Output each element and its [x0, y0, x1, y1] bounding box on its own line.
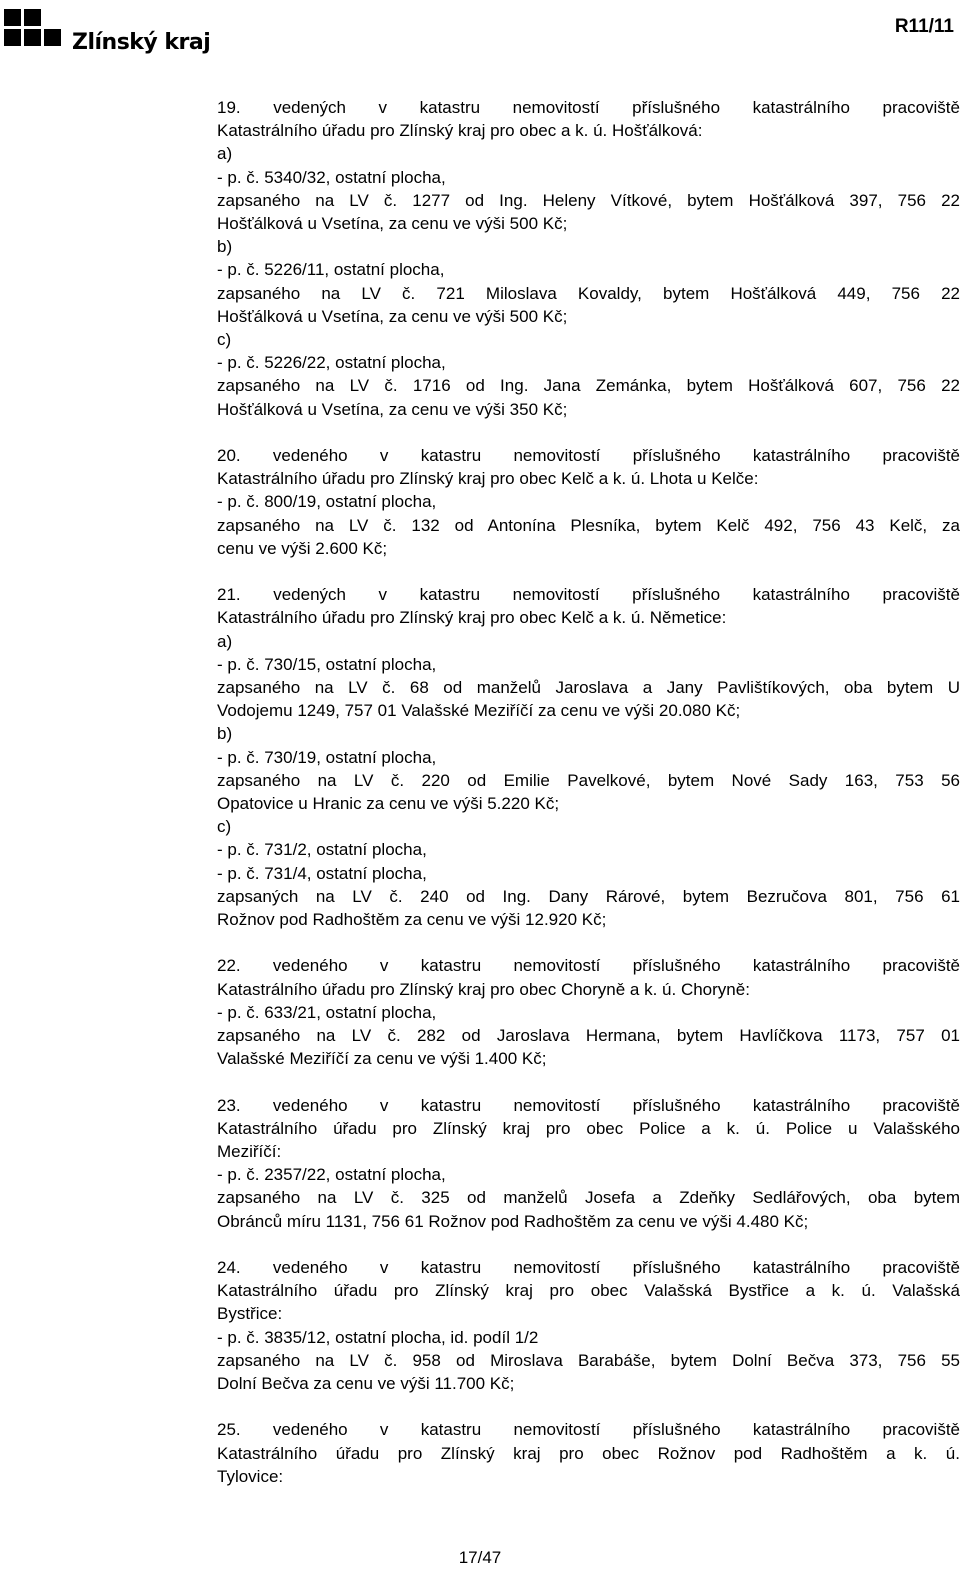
- text-line: b): [217, 724, 233, 744]
- text-line: Katastrálního úřadu pro Zlínský kraj pro obec Rožnov pod Radhoštěm a k. ú.: [217, 1443, 960, 1463]
- text-line: 19. vedených v katastru nemovitostí příslušného katastrálního pracoviště: [217, 98, 960, 117]
- text-line: Hošťálková u Vsetína, za cenu ve výši 500 Kč;: [217, 214, 568, 234]
- text-line: Bystřice:: [217, 1304, 283, 1324]
- document-section: [217, 583, 960, 931]
- document-code: R11/11: [894, 16, 954, 37]
- logo-text: Zlínský kraj: [72, 30, 211, 55]
- text-line: - p. č. 730/19, ostatní plocha,: [217, 747, 437, 767]
- text-line: Opatovice u Hranic za cenu ve výši 5.220 Kč;: [217, 794, 560, 814]
- text-line: - p. č. 3835/12, ostatní plocha, id. podíl 1/2: [217, 1327, 539, 1347]
- text-line: - p. č. 5226/22, ostatní plocha,: [217, 353, 446, 373]
- text-line: - p. č. 5340/32, ostatní plocha,: [217, 167, 446, 187]
- text-line: zapsaného na LV č. 220 od Emilie Pavelkové, bytem Nové Sady 163, 753 56: [217, 770, 960, 790]
- text-line: 21. vedených v katastru nemovitostí příslušného katastrálního pracoviště: [217, 585, 960, 605]
- text-line: Katastrálního úřadu pro Zlínský kraj pro obec Valašská Bystřice a k. ú. Valašská: [217, 1281, 960, 1301]
- text-line: - p. č. 731/4, ostatní plocha,: [217, 863, 427, 883]
- text-line: - p. č. 633/21, ostatní plocha,: [217, 1002, 437, 1022]
- text-line: a): [217, 631, 233, 651]
- text-line: - p. č. 2357/22, ostatní plocha,: [217, 1165, 446, 1185]
- text-line: 25. vedeného v katastru nemovitostí příslušného katastrálního pracoviště: [217, 1420, 960, 1440]
- document-body: [217, 96, 960, 1511]
- text-line: 22. vedeného v katastru nemovitostí příslušného katastrálního pracoviště: [217, 956, 960, 976]
- text-line: Tylovice:: [217, 1466, 284, 1486]
- text-line: b): [217, 237, 233, 257]
- page-number: 17/47: [458, 1548, 502, 1567]
- text-line: zapsaného na LV č. 132 od Antonína Plesníka, bytem Kelč 492, 756 43 Kelč, za: [217, 515, 960, 535]
- text-line: Katastrálního úřadu pro Zlínský kraj pro obec Choryně a k. ú. Choryně:: [217, 979, 750, 999]
- text-line: - p. č. 5226/11, ostatní plocha,: [217, 260, 445, 280]
- text-line: c): [217, 330, 232, 350]
- text-line: Valašské Meziříčí za cenu ve výši 1.400 Kč;: [217, 1049, 547, 1069]
- text-line: 24. vedeného v katastru nemovitostí příslušného katastrálního pracoviště: [217, 1258, 960, 1278]
- text-line: 23. vedeného v katastru nemovitostí příslušného katastrálního pracoviště: [217, 1095, 960, 1115]
- text-line: zapsaného na LV č. 958 od Miroslava Barabáše, bytem Dolní Bečva 373, 756 55: [217, 1350, 960, 1370]
- text-line: zapsaného na LV č. 68 od manželů Jaroslava a Jany Pavlištíkových, oba bytem U: [217, 678, 960, 698]
- document-section: [217, 444, 960, 560]
- zlinsky-kraj-logo: [4, 9, 211, 55]
- document-section: [217, 1418, 960, 1488]
- document-section: [217, 1094, 960, 1233]
- text-line: Meziříčí:: [217, 1142, 282, 1162]
- document-section: [217, 96, 960, 421]
- text-line: Katastrálního úřadu pro Zlínský kraj pro obec a k. ú. Hošťálková:: [217, 121, 703, 141]
- text-line: zapsaného na LV č. 1277 od Ing. Heleny Vítkové, bytem Hošťálková 397, 756 22: [217, 190, 960, 210]
- text-line: Obránců míru 1131, 756 61 Rožnov pod Radhoštěm za cenu ve výši 4.480 Kč;: [217, 1211, 809, 1231]
- text-line: Dolní Bečva za cenu ve výši 11.700 Kč;: [217, 1374, 515, 1394]
- text-line: c): [217, 817, 232, 837]
- text-line: - p. č. 800/19, ostatní plocha,: [217, 492, 437, 512]
- text-line: Katastrálního úřadu pro Zlínský kraj pro obec Police a k. ú. Police u Valašského: [217, 1118, 960, 1138]
- text-line: zapsaného na LV č. 1716 od Ing. Jana Zemánka, bytem Hošťálková 607, 756 22: [217, 376, 960, 396]
- text-line: 20. vedeného v katastru nemovitostí příslušného katastrálního pracoviště: [217, 446, 960, 466]
- text-line: Katastrálního úřadu pro Zlínský kraj pro obec Kelč a k. ú. Němetice:: [217, 608, 727, 628]
- text-line: Hošťálková u Vsetína, za cenu ve výši 350 Kč;: [217, 399, 568, 419]
- text-line: cenu ve výši 2.600 Kč;: [217, 538, 388, 558]
- text-line: - p. č. 730/15, ostatní plocha,: [217, 654, 437, 674]
- document-section: [217, 954, 960, 1070]
- document-section: [217, 1256, 960, 1395]
- text-line: Hošťálková u Vsetína, za cenu ve výši 500 Kč;: [217, 306, 568, 326]
- text-line: zapsaného na LV č. 721 Miloslava Kovaldy, bytem Hošťálková 449, 756 22: [217, 283, 960, 303]
- text-line: Rožnov pod Radhoštěm za cenu ve výši 12.920 Kč;: [217, 910, 607, 930]
- text-line: Vodojemu 1249, 757 01 Valašské Meziříčí za cenu ve výši 20.080 Kč;: [217, 701, 741, 721]
- logo-squares-icon: [4, 9, 66, 51]
- text-line: a): [217, 144, 233, 164]
- text-line: zapsaného na LV č. 282 od Jaroslava Hermana, bytem Havlíčkova 1173, 757 01: [217, 1026, 960, 1046]
- text-line: - p. č. 731/2, ostatní plocha,: [217, 840, 427, 860]
- text-line: zapsaného na LV č. 325 od manželů Josefa a Zdeňky Sedlářových, oba bytem: [217, 1188, 960, 1208]
- text-line: zapsaných na LV č. 240 od Ing. Dany Rárové, bytem Bezručova 801, 756 61: [217, 886, 960, 906]
- text-line: Katastrálního úřadu pro Zlínský kraj pro obec Kelč a k. ú. Lhota u Kelče:: [217, 469, 759, 489]
- page-header: [0, 0, 960, 60]
